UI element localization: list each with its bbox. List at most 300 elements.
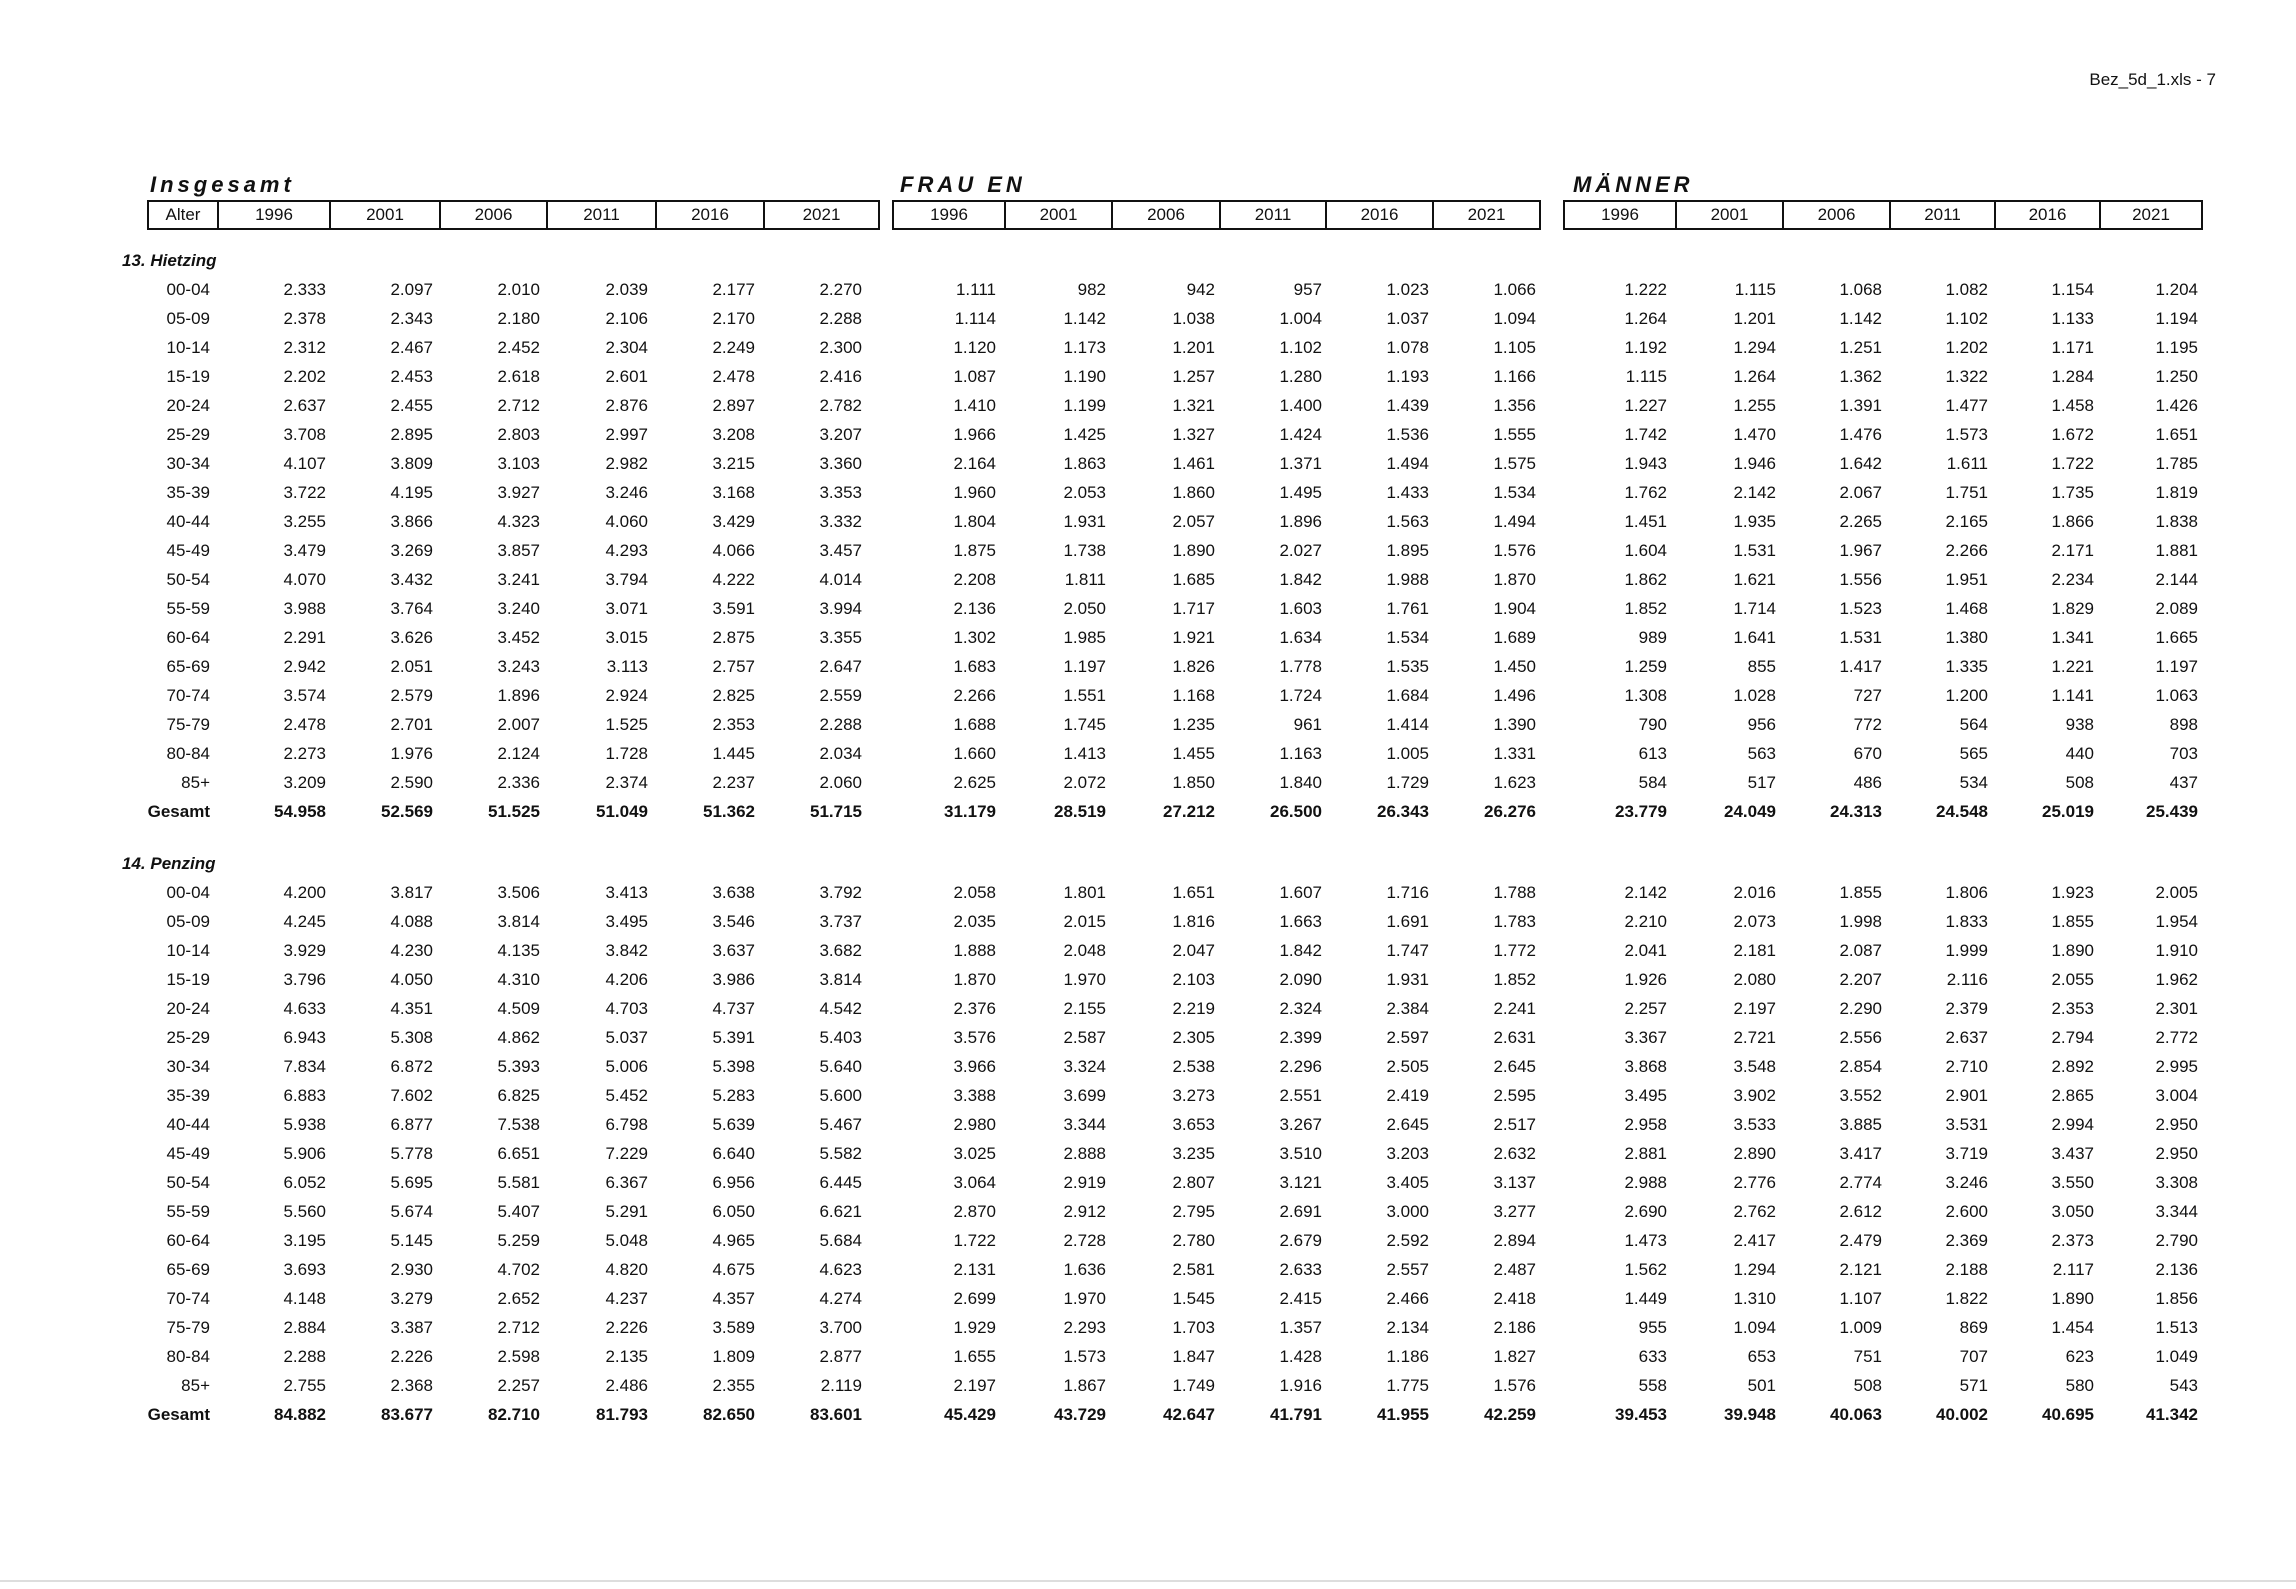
age-group-cell: 35-39 [166,1086,210,1105]
maenner-value-cell: 1.562 [1624,1260,1667,1279]
maenner-value-cell: 2.197 [1733,999,1776,1018]
ins-value-cell: 2.647 [819,657,862,676]
frauen-value-cell: 2.048 [1063,941,1106,960]
ins-value-cell: 2.897 [712,396,755,415]
maenner-value-cell: 2.055 [2051,970,2094,989]
maenner-value-cell: 1.115 [1625,367,1667,386]
frauen-value-cell: 2.699 [953,1289,996,1308]
ins-value-cell: 4.200 [283,883,326,902]
maenner-value-cell: 3.550 [2051,1173,2094,1192]
frauen-value-cell: 957 [1293,280,1322,299]
maenner-value-cell: 955 [1638,1318,1667,1337]
age-group-cell: 30-34 [166,454,210,473]
maenner-value-cell: 2.136 [2155,1260,2198,1279]
ins-value-cell: 1.728 [605,744,648,763]
ins-value-cell: 3.814 [497,912,540,931]
frauen-value-cell: 2.538 [1172,1057,1215,1076]
maenner-value-cell: 2.417 [1733,1231,1776,1250]
frauen-value-cell: 1.685 [1172,570,1215,589]
ins-value-cell: 2.755 [283,1376,326,1395]
table-row [0,1052,2296,1081]
frauen-value-cell: 2.134 [1386,1318,1429,1337]
maenner-value-cell: 1.049 [2155,1347,2198,1366]
maenner-value-cell: 1.426 [2155,396,2198,415]
frauen-value-cell: 1.545 [1172,1289,1215,1308]
frauen-value-cell: 2.186 [1493,1318,1536,1337]
maenner-value-cell: 3.885 [1839,1115,1882,1134]
frauen-value-cell: 1.722 [953,1231,996,1250]
maenner-value-cell: 727 [1853,686,1882,705]
maenner-value-cell: 2.089 [2155,599,2198,618]
frauen-value-cell: 1.105 [1493,338,1536,357]
ins-value-cell: 5.640 [819,1057,862,1076]
ins-value-cell: 5.778 [390,1144,433,1163]
frauen-value-cell: 2.807 [1172,1173,1215,1192]
frauen-value-cell: 1.371 [1279,454,1322,473]
ins-value-cell: 4.351 [390,999,433,1018]
maenner-value-cell: 565 [1959,744,1988,763]
ins-value-cell: 2.170 [712,309,755,328]
frauen-value-cell: 1.804 [953,512,996,531]
ins-value-cell: 83.601 [810,1405,862,1424]
ins-value-cell: 3.413 [605,883,648,902]
frauen-value-cell: 1.761 [1386,599,1429,618]
ins-value-cell: 5.037 [605,1028,648,1047]
table-row [0,681,2296,710]
ins-value-cell: 3.240 [497,599,540,618]
frauen-value-cell: 2.324 [1279,999,1322,1018]
ins-value-cell: 6.445 [819,1173,862,1192]
maenner-value-cell: 1.202 [1945,338,1988,357]
ins-value-cell: 4.509 [497,999,540,1018]
frauen-value-cell: 1.929 [953,1318,996,1337]
maenner-value-cell: 3.004 [2155,1086,2198,1105]
ins-value-cell: 3.809 [390,454,433,473]
ins-value-cell: 3.927 [497,483,540,502]
maenner-value-cell: 3.548 [1733,1057,1776,1076]
frauen-value-cell: 1.461 [1172,454,1215,473]
age-group-cell: Gesamt [147,802,210,821]
ins-value-cell: 3.246 [605,483,648,502]
ins-value-cell: 2.034 [819,744,862,763]
maenner-value-cell: 1.221 [2051,657,2094,676]
maenner-value-cell: 486 [1853,773,1882,792]
ins-value-cell: 3.637 [712,941,755,960]
ins-value-cell: 2.478 [283,715,326,734]
ins-value-cell: 6.651 [497,1144,540,1163]
frauen-value-cell: 2.645 [1386,1115,1429,1134]
frauen-value-cell: 1.424 [1279,425,1322,444]
ins-value-cell: 4.107 [283,454,326,473]
ins-value-cell: 3.737 [819,912,862,931]
age-group-cell: 40-44 [166,1115,210,1134]
ins-value-cell: 3.387 [390,1318,433,1337]
frauen-value-cell: 1.494 [1386,454,1429,473]
maenner-value-cell: 2.188 [1945,1260,1988,1279]
ins-value-cell: 2.637 [283,396,326,415]
ins-value-cell: 2.124 [497,744,540,763]
frauen-value-cell: 1.197 [1063,657,1106,676]
frauen-value-cell: 1.414 [1386,715,1429,734]
ins-value-cell: 7.834 [283,1057,326,1076]
ins-value-cell: 3.360 [819,454,862,473]
ins-value-cell: 2.226 [605,1318,648,1337]
frauen-value-cell: 43.729 [1054,1405,1106,1424]
maenner-value-cell: 1.672 [2051,425,2094,444]
frauen-value-cell: 2.164 [953,454,996,473]
maenner-value-cell: 707 [1959,1347,1988,1366]
frauen-value-cell: 42.647 [1163,1405,1215,1424]
scan-edge [0,1580,2296,1582]
table-row [0,1139,2296,1168]
table-row [0,333,2296,362]
maenner-value-cell: 508 [2065,773,2094,792]
frauen-value-cell: 2.219 [1172,999,1215,1018]
maenner-value-cell: 2.988 [1624,1173,1667,1192]
maenner-value-cell: 1.335 [1945,657,1988,676]
ins-value-cell: 3.700 [819,1318,862,1337]
ins-value-cell: 5.006 [605,1057,648,1076]
ins-value-cell: 2.942 [283,657,326,676]
maenner-value-cell: 40.002 [1936,1405,1988,1424]
ins-value-cell: 3.764 [390,599,433,618]
table-row [0,623,2296,652]
frauen-value-cell: 2.632 [1493,1144,1536,1163]
district-label: 13. Hietzing [122,251,217,270]
frauen-value-cell: 1.970 [1063,970,1106,989]
ins-value-cell: 2.453 [390,367,433,386]
ins-value-cell: 5.291 [605,1202,648,1221]
ins-value-cell: 3.279 [390,1289,433,1308]
frauen-value-cell: 2.050 [1063,599,1106,618]
ins-value-cell: 4.862 [497,1028,540,1047]
ins-value-cell: 3.693 [283,1260,326,1279]
maenner-value-cell: 1.451 [1624,512,1667,531]
ins-value-cell: 2.876 [605,396,648,415]
header-year: 2001 [329,202,439,228]
frauen-value-cell: 1.875 [953,541,996,560]
frauen-value-cell: 1.331 [1493,744,1536,763]
maenner-value-cell: 39.453 [1615,1405,1667,1424]
maenner-value-cell: 39.948 [1724,1405,1776,1424]
ins-value-cell: 5.674 [390,1202,433,1221]
table-row [0,652,2296,681]
ins-value-cell: 3.857 [497,541,540,560]
table-row [0,936,2296,965]
maenner-value-cell: 1.890 [2051,941,2094,960]
maenner-value-cell: 2.171 [2051,541,2094,560]
frauen-value-cell: 3.576 [953,1028,996,1047]
maenner-value-cell: 2.142 [1624,883,1667,902]
maenner-value-cell: 2.774 [1839,1173,1882,1192]
frauen-value-cell: 2.870 [953,1202,996,1221]
frauen-value-cell: 2.780 [1172,1231,1215,1250]
ins-value-cell: 2.374 [605,773,648,792]
maenner-value-cell: 3.902 [1733,1086,1776,1105]
ins-value-cell: 2.312 [283,338,326,357]
maenner-value-cell: 2.690 [1624,1202,1667,1221]
frauen-value-cell: 2.293 [1063,1318,1106,1337]
ins-value-cell: 2.486 [605,1376,648,1395]
ins-value-cell: 1.976 [390,744,433,763]
frauen-value-cell: 2.645 [1493,1057,1536,1076]
ins-value-cell: 5.906 [283,1144,326,1163]
maenner-value-cell: 2.234 [2051,570,2094,589]
ins-value-cell: 51.525 [488,802,540,821]
ins-value-cell: 2.010 [497,280,540,299]
ins-value-cell: 4.310 [497,970,540,989]
frauen-value-cell: 1.357 [1279,1318,1322,1337]
table-row [0,449,2296,478]
maenner-value-cell: 1.923 [2051,883,2094,902]
frauen-value-cell: 1.201 [1172,338,1215,357]
age-group-cell: 60-64 [166,1231,210,1250]
maenner-value-cell: 2.087 [1839,941,1882,960]
maenner-value-cell: 1.943 [1624,454,1667,473]
ins-value-cell: 3.495 [605,912,648,931]
frauen-value-cell: 26.276 [1484,802,1536,821]
frauen-value-cell: 1.749 [1172,1376,1215,1395]
maenner-value-cell: 1.819 [2155,483,2198,502]
ins-value-cell: 4.274 [819,1289,862,1308]
ins-value-cell: 3.722 [283,483,326,502]
age-group-cell: Gesamt [147,1405,210,1424]
ins-value-cell: 7.538 [497,1115,540,1134]
ins-value-cell: 1.809 [712,1347,755,1366]
frauen-value-cell: 3.273 [1172,1086,1215,1105]
maenner-value-cell: 1.998 [1839,912,1882,931]
age-group-cell: 45-49 [166,1144,210,1163]
maenner-value-cell: 869 [1959,1318,1988,1337]
ins-value-cell: 2.119 [820,1376,862,1395]
maenner-value-cell: 1.391 [1839,396,1882,415]
ins-value-cell: 84.882 [274,1405,326,1424]
ins-value-cell: 2.257 [497,1376,540,1395]
header-year: 2011 [546,202,655,228]
table-row [0,1081,2296,1110]
table-row [0,1342,2296,1371]
frauen-value-cell: 1.623 [1493,773,1536,792]
ins-value-cell: 2.177 [712,280,755,299]
ins-value-cell: 3.015 [605,628,648,647]
frauen-value-cell: 1.691 [1386,912,1429,931]
ins-value-cell: 3.506 [497,883,540,902]
frauen-value-cell: 1.078 [1386,338,1429,357]
ins-value-cell: 3.994 [819,599,862,618]
frauen-value-cell: 2.241 [1493,999,1536,1018]
age-group-cell: 65-69 [166,657,210,676]
ins-value-cell: 4.293 [605,541,648,560]
ins-value-cell: 6.825 [497,1086,540,1105]
frauen-value-cell: 1.816 [1172,912,1215,931]
maenner-value-cell: 1.967 [1839,541,1882,560]
frauen-value-cell: 1.321 [1172,396,1215,415]
maenner-value-cell: 563 [1747,744,1776,763]
frauen-value-cell: 2.587 [1063,1028,1106,1047]
maenner-value-cell: 2.479 [1839,1231,1882,1250]
age-group-cell: 85+ [181,773,210,792]
maenner-value-cell: 2.854 [1839,1057,1882,1076]
ins-value-cell: 5.600 [819,1086,862,1105]
maenner-value-cell: 1.294 [1733,1260,1776,1279]
maenner-value-cell: 3.308 [2155,1173,2198,1192]
frauen-value-cell: 1.193 [1386,367,1429,386]
maenner-value-cell: 3.719 [1945,1144,1988,1163]
ins-value-cell: 4.070 [283,570,326,589]
ins-value-cell: 5.639 [712,1115,755,1134]
frauen-value-cell: 2.728 [1063,1231,1106,1250]
frauen-value-cell: 1.005 [1386,744,1429,763]
frauen-value-cell: 2.894 [1493,1231,1536,1250]
frauen-value-cell: 1.827 [1493,1347,1536,1366]
maenner-value-cell: 2.637 [1945,1028,1988,1047]
maenner-value-cell: 2.865 [2051,1086,2094,1105]
maenner-value-cell: 2.266 [1945,541,1988,560]
frauen-value-cell: 41.791 [1270,1405,1322,1424]
maenner-value-cell: 1.838 [2155,512,2198,531]
table-row [0,304,2296,333]
frauen-value-cell: 1.439 [1386,396,1429,415]
maenner-value-cell: 41.342 [2146,1405,2198,1424]
maenner-value-cell: 2.142 [1733,483,1776,502]
maenner-value-cell: 25.019 [2042,802,2094,821]
frauen-value-cell: 1.410 [953,396,996,415]
frauen-value-cell: 1.840 [1279,773,1322,792]
frauen-value-cell: 1.988 [1386,570,1429,589]
ins-value-cell: 1.525 [605,715,648,734]
ins-value-cell: 4.206 [605,970,648,989]
maenner-value-cell: 2.950 [2155,1144,2198,1163]
frauen-value-cell: 2.466 [1386,1289,1429,1308]
ins-value-cell: 2.757 [712,657,755,676]
frauen-value-cell: 1.576 [1493,541,1536,560]
ins-value-cell: 2.355 [712,1376,755,1395]
maenner-value-cell: 1.855 [1839,883,1882,902]
frauen-value-cell: 1.037 [1386,309,1429,328]
frauen-value-cell: 1.573 [1063,1347,1106,1366]
frauen-value-cell: 1.257 [1172,367,1215,386]
frauen-value-cell: 1.087 [953,367,996,386]
maenner-value-cell: 571 [1959,1376,1988,1395]
frauen-value-cell: 2.015 [1063,912,1106,931]
frauen-value-cell: 1.163 [1279,744,1322,763]
maenner-value-cell: 40.063 [1830,1405,1882,1424]
frauen-value-cell: 2.418 [1493,1289,1536,1308]
ins-value-cell: 5.467 [819,1115,862,1134]
ins-value-cell: 2.304 [605,338,648,357]
frauen-value-cell: 2.047 [1172,941,1215,960]
maenner-value-cell: 24.313 [1830,802,1882,821]
frauen-value-cell: 1.689 [1493,628,1536,647]
frauen-value-cell: 3.510 [1279,1144,1322,1163]
frauen-value-cell: 1.729 [1386,773,1429,792]
ins-value-cell: 2.333 [283,280,326,299]
frauen-value-cell: 1.966 [953,425,996,444]
frauen-value-cell: 1.450 [1493,657,1536,676]
frauen-value-cell: 1.425 [1063,425,1106,444]
ins-value-cell: 2.930 [390,1260,433,1279]
ins-value-cell: 4.820 [605,1260,648,1279]
frauen-value-cell: 1.023 [1386,280,1429,299]
maenner-value-cell: 1.284 [2051,367,2094,386]
frauen-value-cell: 31.179 [944,802,996,821]
maenner-value-cell: 1.454 [2051,1318,2094,1337]
frauen-value-cell: 1.495 [1279,483,1322,502]
maenner-value-cell: 2.994 [2051,1115,2094,1134]
table-row [0,1110,2296,1139]
maenner-value-cell: 1.926 [1624,970,1667,989]
age-group-cell: 75-79 [166,1318,210,1337]
frauen-value-cell: 2.551 [1279,1086,1322,1105]
maenner-value-cell: 1.862 [1624,570,1667,589]
frauen-value-cell: 1.863 [1063,454,1106,473]
ins-value-cell: 3.215 [712,454,755,473]
frauen-value-cell: 1.842 [1279,941,1322,960]
maenner-value-cell: 1.197 [2155,657,2198,676]
maenner-value-cell: 1.194 [2155,309,2198,328]
ins-value-cell: 3.243 [497,657,540,676]
maenner-value-cell: 3.495 [1624,1086,1667,1105]
frauen-value-cell: 1.860 [1172,483,1215,502]
maenner-value-cell: 1.742 [1624,425,1667,444]
ins-value-cell: 2.701 [390,715,433,734]
frauen-value-cell: 1.970 [1063,1289,1106,1308]
frauen-value-cell: 961 [1293,715,1322,734]
ins-value-cell: 5.391 [712,1028,755,1047]
ins-value-cell: 3.842 [605,941,648,960]
header-year: 1996 [217,202,329,228]
maenner-value-cell: 1.946 [1733,454,1776,473]
maenner-value-cell: 3.437 [2051,1144,2094,1163]
frauen-value-cell: 2.795 [1172,1202,1215,1221]
frauen-value-cell: 3.277 [1493,1202,1536,1221]
frauen-value-cell: 41.955 [1377,1405,1429,1424]
frauen-value-cell: 1.896 [1279,512,1322,531]
ins-value-cell: 2.601 [605,367,648,386]
maenner-value-cell: 1.322 [1945,367,1988,386]
maenner-value-cell: 1.785 [2155,454,2198,473]
maenner-value-cell: 2.776 [1733,1173,1776,1192]
maenner-value-cell: 25.439 [2146,802,2198,821]
frauen-value-cell: 1.428 [1279,1347,1322,1366]
ins-value-cell: 4.014 [819,570,862,589]
table-row [0,565,2296,594]
ins-value-cell: 5.393 [497,1057,540,1076]
maenner-value-cell: 1.470 [1733,425,1776,444]
maenner-value-cell: 989 [1638,628,1667,647]
maenner-value-cell: 1.201 [1733,309,1776,328]
frauen-value-cell: 1.717 [1172,599,1215,618]
header-year: 2021 [2099,202,2201,228]
frauen-value-cell: 1.102 [1279,338,1322,357]
frauen-value-cell: 982 [1077,280,1106,299]
table-row [0,536,2296,565]
maenner-value-cell: 1.735 [2051,483,2094,502]
maenner-value-cell: 2.369 [1945,1231,1988,1250]
ins-value-cell: 5.259 [497,1231,540,1250]
ins-value-cell: 3.988 [283,599,326,618]
age-group-cell: 10-14 [166,338,210,357]
age-group-cell: 50-54 [166,570,210,589]
maenner-value-cell: 517 [1747,773,1776,792]
ins-value-cell: 3.207 [819,425,862,444]
frauen-value-cell: 2.208 [953,570,996,589]
header-box-maenner [1563,200,2203,230]
frauen-value-cell: 2.027 [1279,541,1322,560]
age-group-cell: 65-69 [166,1260,210,1279]
ins-value-cell: 2.343 [390,309,433,328]
frauen-value-cell: 1.536 [1386,425,1429,444]
